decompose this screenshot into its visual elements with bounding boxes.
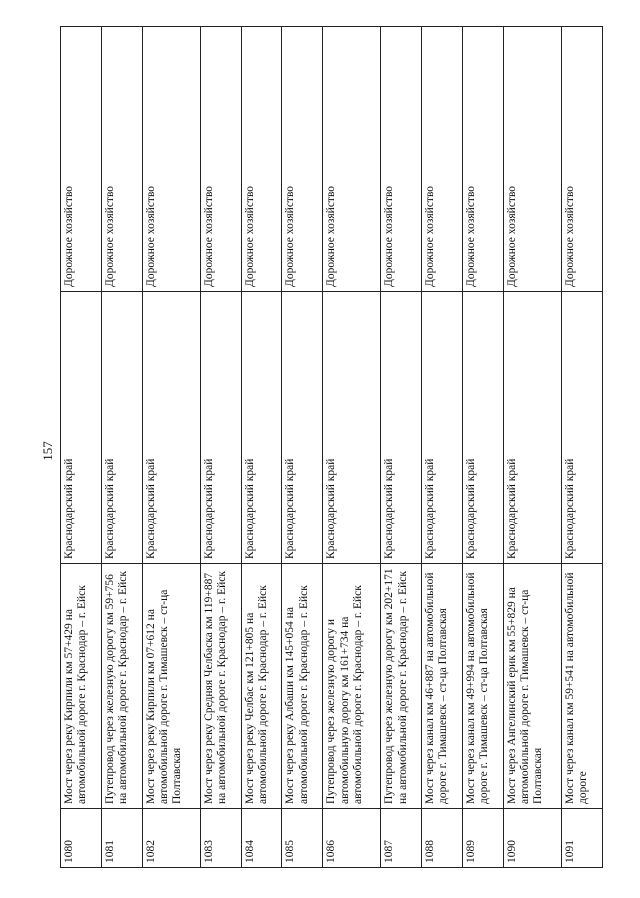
owner-cell: Дорожное хозяйство: [463, 27, 504, 292]
table-row: [142, 27, 200, 868]
owner-cell: Дорожное хозяйство: [282, 27, 323, 292]
region-cell: Краснодарский край: [61, 292, 102, 564]
table-row: [422, 27, 463, 868]
owner-cell: Дорожное хозяйство: [241, 27, 282, 292]
region-cell: Краснодарский край: [101, 292, 142, 564]
owner-cell: Дорожное хозяйство: [323, 27, 381, 292]
owner-cell: Дорожное хозяйство: [142, 27, 200, 292]
region-cell: Краснодарский край: [463, 292, 504, 564]
object-description-cell: Мост через канал км 59+541 на автомобильной дороге: [562, 564, 603, 809]
table-row: [381, 27, 422, 868]
region-cell: Краснодарский край: [142, 292, 200, 564]
page-number: 157: [39, 441, 55, 461]
table-row: [101, 27, 142, 868]
owner-cell: Дорожное хозяйство: [562, 27, 603, 292]
object-description-cell: Мост через Ангелинский ерик км 55+829 на автомобильной дороге г. Тимашевск – ст-ца Полтавская: [503, 564, 561, 809]
object-description-cell: Мост через канал км 46+887 на автомобильной дороге г. Тимашевск – ст-ца Полтавская: [422, 564, 463, 809]
table-row: [323, 27, 381, 868]
row-number-cell: 1081: [101, 809, 142, 868]
row-number-cell: 1082: [142, 809, 200, 868]
owner-cell: Дорожное хозяйство: [381, 27, 422, 292]
row-number-cell: 1085: [282, 809, 323, 868]
object-description-cell: Мост через реку Кирпили км 07+612 на автомобильной дороге г. Тимашевск – ст-ца Полтавская: [142, 564, 200, 809]
region-cell: Краснодарский край: [381, 292, 422, 564]
row-number-cell: 1087: [381, 809, 422, 868]
table-body: [61, 27, 603, 868]
object-description-cell: Путепровод через железную дорогу км 202+171 на автомобильной дороге г. Краснодар – г. Ейск: [381, 564, 422, 809]
region-cell: Краснодарский край: [323, 292, 381, 564]
table-row: [503, 27, 561, 868]
row-number-cell: 1084: [241, 809, 282, 868]
region-cell: Краснодарский край: [241, 292, 282, 564]
table-row: [241, 27, 282, 868]
object-description-cell: Мост через реку Кирпили км 57+429 на автомобильной дороге г. Краснодар – г. Ейск: [61, 564, 102, 809]
table-row: [200, 27, 241, 868]
owner-cell: Дорожное хозяйство: [200, 27, 241, 292]
row-number-cell: 1090: [503, 809, 561, 868]
object-description-cell: Мост через реку Албаши км 145+054 на автомобильной дороге г. Краснодар – г. Ейск: [282, 564, 323, 809]
region-cell: Краснодарский край: [422, 292, 463, 564]
object-description-cell: Мост через реку Средняя Челбаска км 119+887 на автомобильной дороге г. Краснодар – г. Ейск: [200, 564, 241, 809]
owner-cell: Дорожное хозяйство: [422, 27, 463, 292]
row-number-cell: 1086: [323, 809, 381, 868]
table-row: [282, 27, 323, 868]
owner-cell: Дорожное хозяйство: [61, 27, 102, 292]
row-number-cell: 1083: [200, 809, 241, 868]
row-number-cell: 1080: [61, 809, 102, 868]
owner-cell: Дорожное хозяйство: [503, 27, 561, 292]
table-row: [61, 27, 102, 868]
rotated-page-body: [60, 63, 603, 868]
object-description-cell: Путепровод через железную дорогу и автомобильную дорогу км 161+734 на автомобильной дороге г. Краснодар – г. Ейск: [323, 564, 381, 809]
objects-table: [60, 26, 603, 868]
region-cell: Краснодарский край: [503, 292, 561, 564]
region-cell: Краснодарский край: [200, 292, 241, 564]
owner-cell: Дорожное хозяйство: [101, 27, 142, 292]
region-cell: Краснодарский край: [282, 292, 323, 564]
object-description-cell: Мост через канал км 49+994 на автомобильной дороге г. Тимашевск – ст-ца Полтавская: [463, 564, 504, 809]
object-description-cell: Мост через реку Челбас км 121+805 на автомобильной дороге г. Краснодар – г. Ейск: [241, 564, 282, 809]
row-number-cell: 1089: [463, 809, 504, 868]
row-number-cell: 1088: [422, 809, 463, 868]
table-row: [562, 27, 603, 868]
object-description-cell: Путепровод через железную дорогу км 59+756 на автомобильной дороге г. Краснодар – г. Ейск: [101, 564, 142, 809]
region-cell: Краснодарский край: [562, 292, 603, 564]
table-row: [463, 27, 504, 868]
row-number-cell: 1091: [562, 809, 603, 868]
